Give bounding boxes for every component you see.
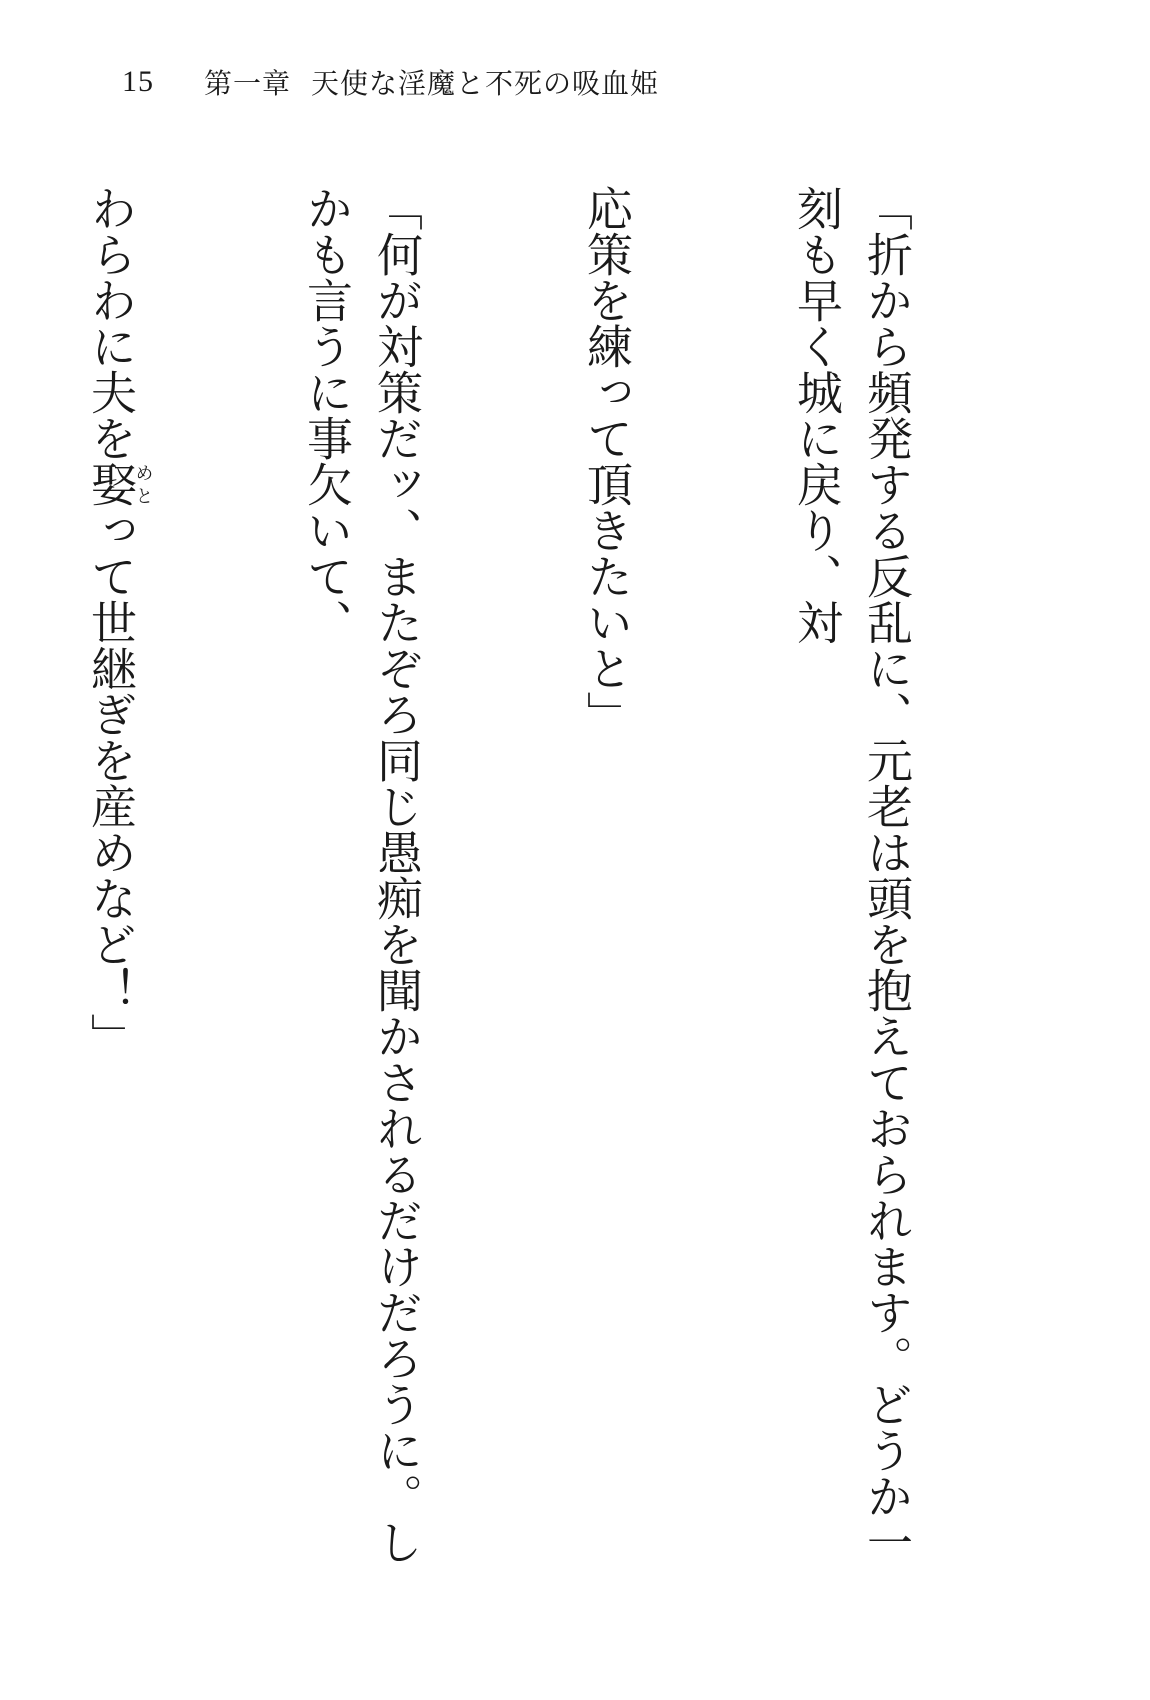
chapter-label: 第一章 bbox=[204, 67, 292, 100]
text-fragment: わらわに夫を bbox=[84, 185, 138, 461]
running-header bbox=[122, 62, 659, 102]
ruby-annotation bbox=[84, 461, 154, 507]
text-line: 応策を練って頂きたいと」 bbox=[580, 185, 634, 737]
chapter-title: 天使な淫魔と不死の吸血姫 bbox=[311, 67, 660, 100]
page-number: 15 bbox=[122, 65, 154, 98]
body-text bbox=[0, 185, 1062, 1585]
text-fragment: 「何が対策だッ、またぞろ同じ愚痴を聞かされるだけだろうに。しかも言うに事欠いて、 bbox=[300, 185, 424, 1565]
ruby-base: 娶 bbox=[84, 461, 138, 507]
text-line: 「折から頻発する反乱に、元老は頭を抱えておられます。どうか一刻も早く城に戻り、対 bbox=[790, 185, 914, 1565]
text-fragment: って世継ぎを産めなど！」 bbox=[84, 507, 138, 1059]
text-line bbox=[76, 185, 152, 1585]
ruby-reading: めと bbox=[132, 461, 154, 507]
text-line bbox=[292, 185, 432, 1585]
